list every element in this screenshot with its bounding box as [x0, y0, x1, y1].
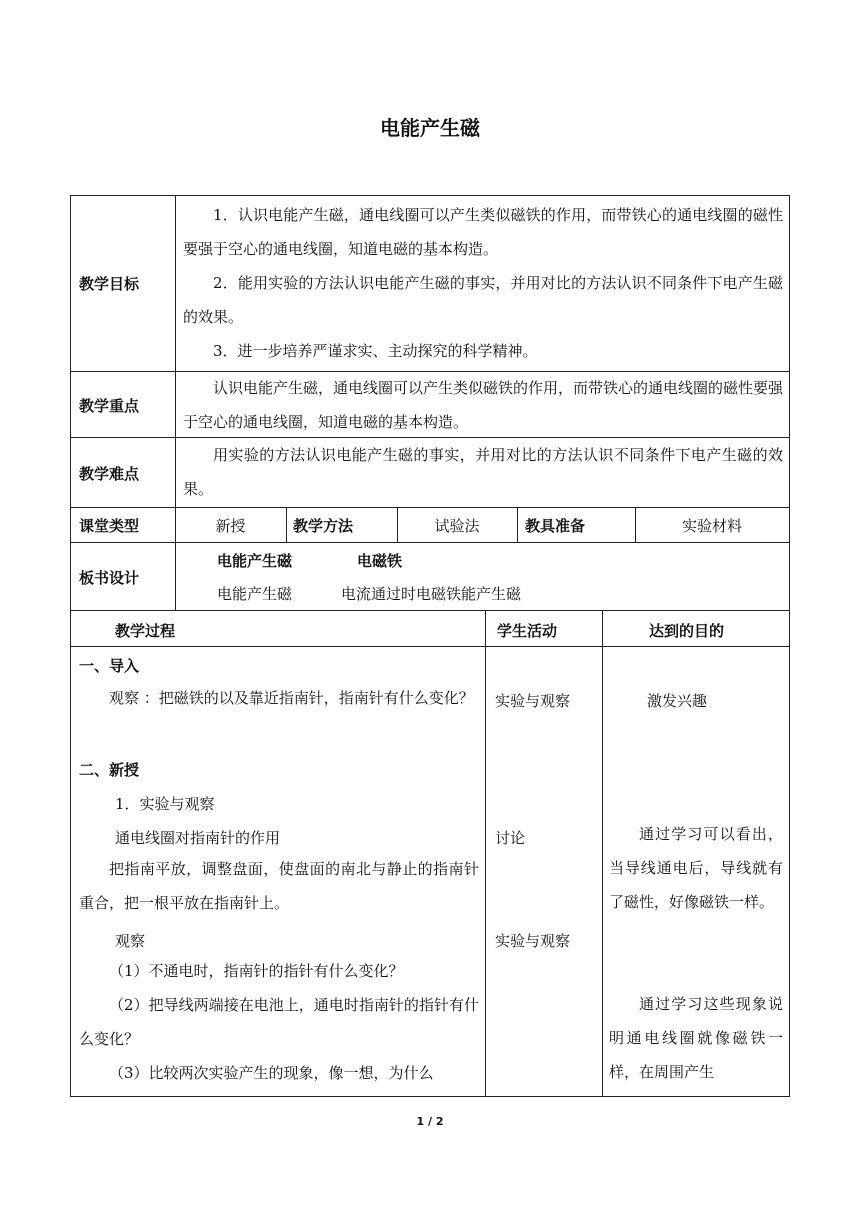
goal-item: 通过学习可以看出，当导线通电后，导线就有了磁性，好像磁铁一样。 — [609, 825, 783, 911]
lesson-plan-table — [70, 195, 790, 1097]
objective-item: 3．进一步培养严谨求实、主动探究的科学精神。 — [213, 342, 538, 360]
process-header: 教学过程 — [115, 622, 176, 640]
column-divider — [286, 507, 287, 542]
objectives-label: 教学目标 — [79, 275, 140, 293]
lesson-type-label: 课堂类型 — [79, 517, 140, 535]
column-divider — [175, 196, 176, 610]
question-list — [79, 954, 479, 1090]
document-title: 电能产生磁 — [380, 116, 480, 140]
section-intro-heading: 一、导入 — [79, 657, 140, 675]
method-value: 试验法 — [434, 517, 480, 535]
board-line1-b: 电磁铁 — [357, 552, 403, 570]
column-divider — [517, 507, 518, 542]
tools-label: 教具准备 — [525, 517, 586, 535]
objective-item: 1．认识电能产生磁，通电线圈可以产生类似磁铁的作用，而带铁心的通电线圈的磁性要强于空心的通电线圈，知道电磁的基本构造。 — [183, 206, 783, 258]
question-item: （2）把导线两端接在电池上，通电时指南针的指针有什么变化？ — [79, 996, 479, 1048]
subheading: 通电线圈对指南针的作用 — [115, 829, 281, 847]
lesson-type-value: 新授 — [215, 517, 246, 535]
goal-item: 激发兴趣 — [647, 692, 708, 710]
observe-label: 观察 — [115, 932, 146, 950]
procedure-text: 把指南平放，调整盘面，使盘面的南北与静止的指南针重合，把一根平放在指南针上。 — [79, 860, 479, 912]
board-line1-a: 电能产生磁 — [217, 552, 293, 570]
activity-item: 实验与观察 — [495, 932, 571, 950]
goal-item: 通过学习这些现象说明通电线圈就像磁铁一样，在周围产生 — [609, 995, 783, 1081]
activity-item: 实验与观察 — [495, 692, 571, 710]
key-points-text: 认识电能产生磁，通电线圈可以产生类似磁铁的作用，而带铁心的通电线圈的磁性要强于空心的通电线圈，知道电磁的基本构造。 — [183, 379, 784, 431]
difficulties-label: 教学难点 — [79, 465, 140, 483]
page-number: 1 / 2 — [416, 1115, 444, 1128]
column-divider — [602, 610, 603, 1096]
objectives-text — [183, 198, 783, 368]
board-line2-b: 电流通过时电磁铁能产生磁 — [341, 585, 522, 603]
column-divider — [485, 610, 486, 1096]
row-divider — [71, 542, 789, 543]
goal-header: 达到的目的 — [649, 622, 725, 640]
row-divider — [71, 646, 789, 647]
tools-value: 实验材料 — [681, 517, 742, 535]
board-label: 板书设计 — [79, 569, 140, 587]
row-divider — [71, 507, 789, 508]
method-label: 教学方法 — [293, 517, 354, 535]
board-line2-a: 电能产生磁 — [217, 585, 293, 603]
objective-item: 2．能用实验的方法认识电能产生磁的事实，并用对比的方法认识不同条件下电产生磁的效果。 — [183, 274, 783, 326]
difficulties-text: 用实验的方法认识电能产生磁的事实，并用对比的方法认识不同条件下电产生磁的效果。 — [183, 446, 783, 498]
intro-observe-text: 观察 ：把磁铁的以及靠近指南针，指南针有什么变化？ — [109, 689, 474, 707]
question-item: （3）比较两次实验产生的现象，像一想，为什么 — [109, 1064, 434, 1082]
row-divider — [71, 610, 789, 611]
key-points-label: 教学重点 — [79, 397, 140, 415]
question-item: （1）不通电时，指南针的指针有什么变化？ — [109, 962, 404, 980]
step-heading: 1．实验与观察 — [115, 795, 215, 813]
activity-header: 学生活动 — [497, 622, 558, 640]
activity-item: 讨论 — [495, 829, 526, 847]
section-new-heading: 二、新授 — [79, 761, 140, 779]
